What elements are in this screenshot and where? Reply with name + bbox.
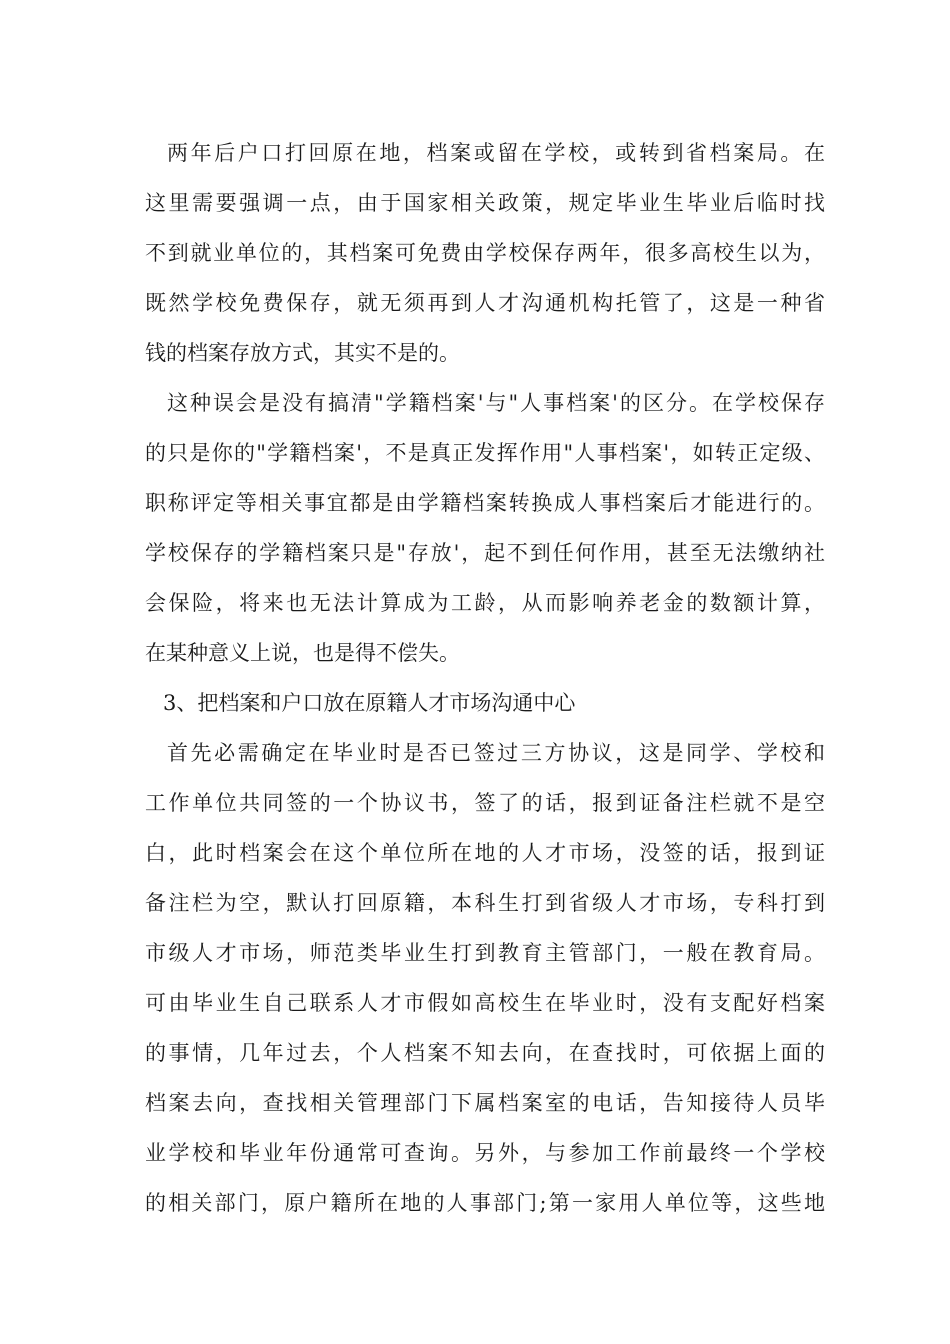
paragraph-line: 这里需要强调一点，由于国家相关政策，规定毕业生毕业后临时找	[145, 191, 825, 215]
paragraph-line: 档案去向，查找相关管理部门下属档案室的电话，告知接待人员毕	[145, 1091, 825, 1115]
paragraph-line: 白，此时档案会在这个单位所在地的人才市场，没签的话，报到证	[145, 841, 825, 865]
paragraph-line: 的只是你的"学籍档案'，不是真正发挥作用"人事档案'，如转正定级、	[145, 441, 825, 465]
paragraph-line: 不到就业单位的，其档案可免费由学校保存两年，很多高校生以为，	[145, 241, 825, 265]
paragraph-line: 会保险，将来也无法计算成为工龄，从而影响养老金的数额计算，	[145, 591, 825, 615]
paragraph-line: 两年后户口打回原在地，档案或留在学校，或转到省档案局。在	[167, 141, 825, 165]
paragraph-line: 学校保存的学籍档案只是"存放'，起不到任何作用，甚至无法缴纳社	[145, 541, 825, 565]
paragraph-line: 在某种意义上说，也是得不偿失。	[145, 641, 460, 665]
paragraph-line: 钱的档案存放方式，其实不是的。	[145, 341, 460, 365]
paragraph-line: 备注栏为空，默认打回原籍，本科生打到省级人才市场，专科打到	[145, 891, 825, 915]
paragraph-line: 的相关部门，原户籍所在地的人事部门;第一家用人单位等，这些地	[145, 1191, 825, 1215]
paragraph-line: 工作单位共同签的一个协议书，签了的话，报到证备注栏就不是空	[145, 791, 825, 815]
paragraph-line: 的事情，几年过去，个人档案不知去向，在查找时，可依据上面的	[145, 1041, 825, 1065]
paragraph-line: 市级人才市场，师范类毕业生打到教育主管部门，一般在教育局。	[145, 941, 825, 965]
paragraph-line: 这种误会是没有搞清"学籍档案'与"人事档案'的区分。在学校保存	[167, 391, 825, 415]
paragraph-line: 首先必需确定在毕业时是否已签过三方协议，这是同学、学校和	[167, 741, 825, 765]
paragraph-line: 职称评定等相关事宜都是由学籍档案转换成人事档案后才能进行的。	[145, 491, 825, 515]
paragraph-line: 可由毕业生自己联系人才市假如高校生在毕业时，没有支配好档案	[145, 991, 825, 1015]
paragraph-line: 业学校和毕业年份通常可查询。另外，与参加工作前最终一个学校	[145, 1141, 825, 1165]
document-body	[145, 128, 825, 1228]
paragraph-line: 既然学校免费保存，就无须再到人才沟通机构托管了，这是一种省	[145, 291, 825, 315]
section-heading: 3、把档案和户口放在原籍人才市场沟通中心	[163, 691, 576, 715]
